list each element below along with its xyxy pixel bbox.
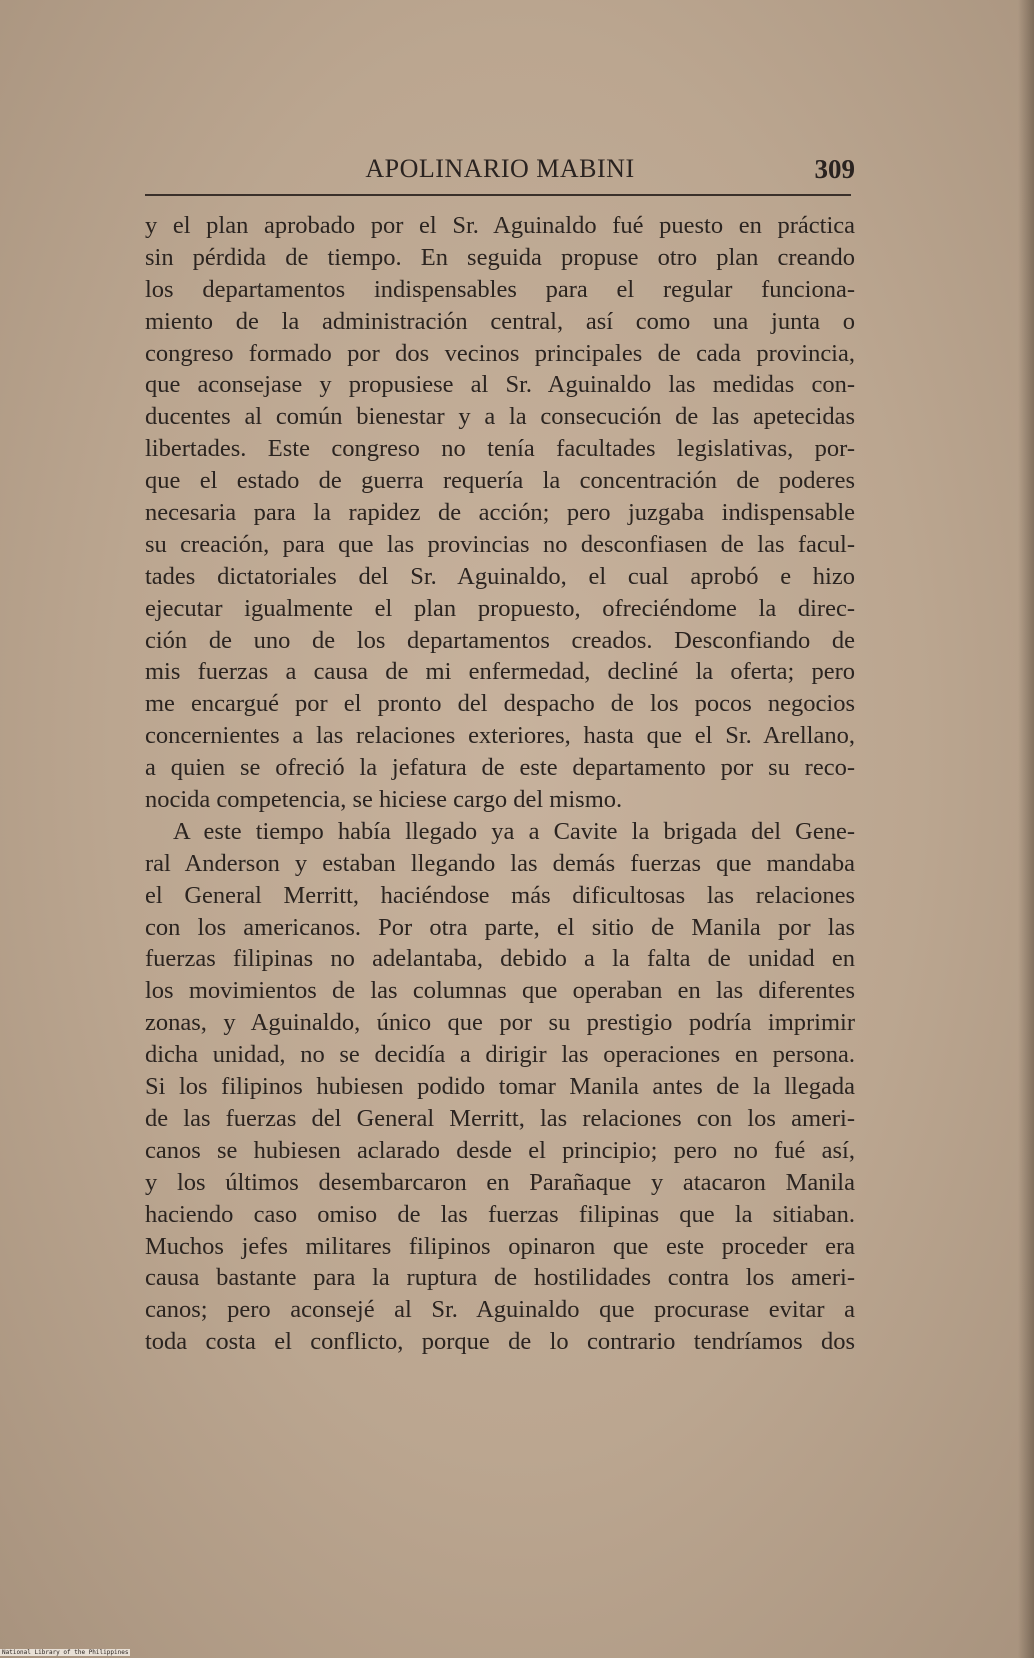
- text-line: canos se hubiesen aclarado desde el principio; pero no fué así,: [145, 1136, 855, 1164]
- text-line: A este tiempo había llegado ya a Cavite la brigada del Gene-: [173, 817, 855, 845]
- body-text: [145, 210, 855, 1358]
- text-line: ción de uno de los departamentos creados. Desconfiando de: [145, 626, 855, 654]
- text-line: ducentes al común bienestar y a la consecución de las apetecidas: [145, 403, 855, 431]
- page-header: [145, 150, 855, 190]
- text-line: que el estado de guerra requería la concentración de poderes: [145, 467, 855, 495]
- text-line: canos; pero aconsejé al Sr. Aguinaldo que procurase evitar a: [145, 1296, 855, 1324]
- header-rule: [145, 194, 851, 196]
- text-line: de las fuerzas del General Merritt, las relaciones con los ameri-: [145, 1104, 855, 1132]
- text-line: haciendo caso omiso de las fuerzas filipinas que la sitiaban.: [145, 1200, 855, 1228]
- page-number: 309: [814, 154, 855, 184]
- text-line: ral Anderson y estaban llegando las demás fuerzas que mandaba: [145, 849, 855, 877]
- scan-credit: National Library of the Philippines: [2, 1649, 129, 1656]
- text-line: concernientes a las relaciones exteriores, hasta que el Sr. Arellano,: [145, 722, 855, 750]
- text-line: los movimientos de las columnas que operaban en las diferentes: [145, 977, 855, 1005]
- text-line: zonas, y Aguinaldo, único que por su prestigio podría imprimir: [145, 1009, 855, 1037]
- text-line: libertades. Este congreso no tenía facultades legislativas, por-: [145, 435, 855, 463]
- text-line: con los americanos. Por otra parte, el sitio de Manila por las: [145, 913, 855, 941]
- text-line: los departamentos indispensables para el regular funciona-: [145, 275, 855, 303]
- text-line: toda costa el conflicto, porque de lo contrario tendríamos dos: [145, 1328, 855, 1356]
- text-line: sin pérdida de tiempo. En seguida propuse otro plan creando: [145, 243, 855, 271]
- text-line: que aconsejase y propusiese al Sr. Aguinaldo las medidas con-: [145, 371, 855, 399]
- text-line: congreso formado por dos vecinos principales de cada provincia,: [145, 339, 855, 367]
- text-line: mis fuerzas a causa de mi enfermedad, decliné la oferta; pero: [145, 658, 855, 686]
- running-title: APOLINARIO MABINI: [365, 154, 635, 183]
- text-line: el General Merritt, haciéndose más dificultosas las relaciones: [145, 881, 855, 909]
- text-line: Si los filipinos hubiesen podido tomar Manila antes de la llegada: [145, 1073, 855, 1101]
- text-line: necesaria para la rapidez de acción; pero juzgaba indispensable: [145, 499, 855, 527]
- text-line: a quien se ofreció la jefatura de este departamento por su reco-: [145, 754, 855, 782]
- text-line: me encargué por el pronto del despacho de los pocos negocios: [145, 690, 855, 718]
- text-line: Muchos jefes militares filipinos opinaron que este proceder era: [145, 1232, 855, 1260]
- text-line: nocida competencia, se hiciese cargo del mismo.: [145, 786, 623, 814]
- text-line: fuerzas filipinas no adelantaba, debido a la falta de unidad en: [145, 945, 855, 973]
- page-edge-shadow: [1018, 0, 1034, 1658]
- text-line: miento de la administración central, así como una junta o: [145, 307, 855, 335]
- text-line: ejecutar igualmente el plan propuesto, ofreciéndome la direc-: [145, 594, 855, 622]
- text-line: su creación, para que las provincias no desconfiasen de las facul-: [145, 530, 855, 558]
- text-line: tades dictatoriales del Sr. Aguinaldo, el cual aprobó e hizo: [145, 562, 855, 590]
- text-line: y los últimos desembarcaron en Parañaque y atacaron Manila: [145, 1168, 855, 1196]
- text-line: y el plan aprobado por el Sr. Aguinaldo fué puesto en práctica: [145, 212, 855, 239]
- text-line: dicha unidad, no se decidía a dirigir las operaciones en persona.: [145, 1041, 855, 1069]
- text-line: causa bastante para la ruptura de hostilidades contra los ameri-: [145, 1264, 855, 1292]
